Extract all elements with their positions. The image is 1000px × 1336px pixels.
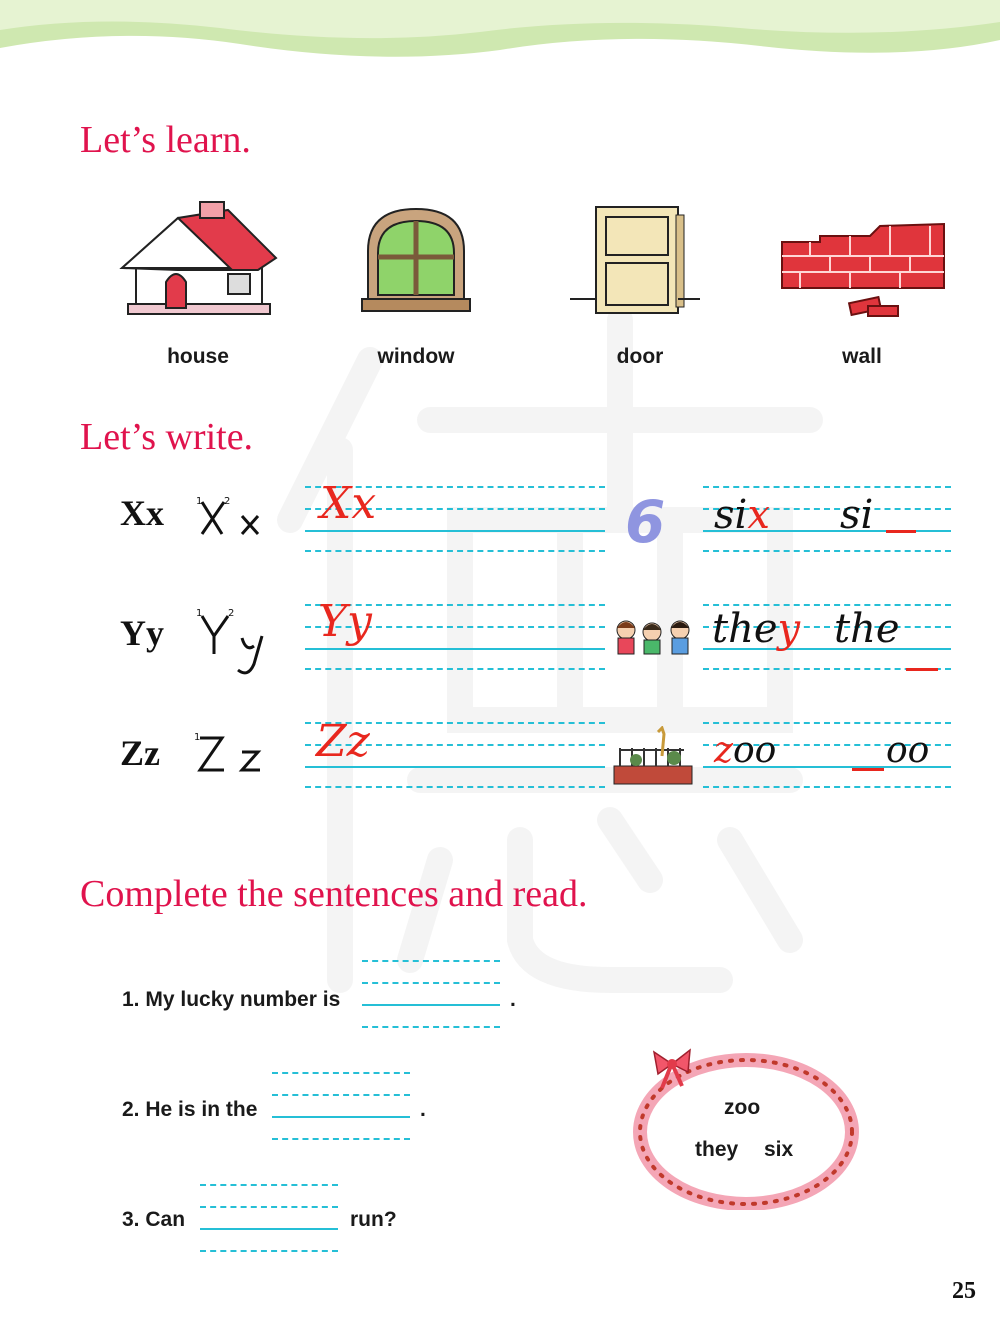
sentence-1-end: . (510, 988, 516, 1011)
window-icon (360, 205, 472, 315)
svg-text:2: 2 (224, 496, 231, 507)
word-house: house (167, 345, 229, 368)
answer-lines-2[interactable] (272, 1072, 410, 1140)
stroke-order-x-icon (192, 494, 284, 540)
answer-lines-1[interactable] (362, 960, 500, 1028)
top-banner (0, 0, 1000, 62)
practice-word-oo: oo (886, 730, 930, 771)
blank-y[interactable] (906, 668, 938, 671)
model-letters-xx: Xx (320, 478, 377, 529)
model-letters-zz: Zz (316, 716, 370, 767)
door-icon (570, 205, 700, 317)
svg-text:1: 1 (196, 496, 203, 507)
sentence-1: 1. My lucky number is (122, 988, 341, 1011)
sentence-3: 3. Can (122, 1208, 186, 1231)
model-word-zoo: zoo (714, 730, 777, 771)
complete-sentences-heading: Complete the sentences and read. (80, 873, 588, 915)
model-word-they: they (712, 606, 801, 652)
sentence-2: 2. He is in the (122, 1098, 258, 1121)
page-number: 25 (952, 1278, 976, 1304)
word-door: door (616, 345, 664, 368)
house-icon (118, 200, 280, 316)
word-box-frame (632, 1040, 860, 1210)
model-word-six: six (714, 492, 770, 538)
wall-icon (780, 222, 946, 318)
svg-text:1: 1 (194, 732, 201, 743)
number-six-icon: 6 (625, 488, 666, 556)
practice-word-si: si (840, 492, 874, 538)
word-box-they: they (695, 1138, 739, 1161)
word-wall: wall (842, 345, 882, 368)
sentence-2-end: . (420, 1098, 426, 1121)
word-window: window (377, 345, 455, 368)
letter-pair-yy: Yy (120, 613, 164, 653)
word-box-six: six (764, 1138, 794, 1161)
letter-pair-xx: Xx (120, 493, 164, 533)
answer-lines-3[interactable] (200, 1184, 338, 1252)
zoo-icon (612, 726, 694, 786)
svg-text:2: 2 (228, 608, 235, 619)
stroke-order-y-icon (192, 606, 284, 678)
word-box (632, 1040, 860, 1210)
letter-pair-zz: Zz (120, 733, 160, 773)
svg-text:1: 1 (196, 608, 203, 619)
word-box-zoo: zoo (724, 1096, 761, 1119)
model-letters-yy: Yy (318, 596, 372, 647)
blank-z[interactable] (852, 768, 884, 771)
children-icon (612, 616, 694, 656)
blank-x[interactable] (886, 530, 916, 533)
sentence-3-end: run? (350, 1208, 397, 1231)
lets-write-heading: Let’s write. (80, 416, 254, 458)
lets-learn-heading: Let’s learn. (80, 119, 251, 161)
stroke-order-z-icon (192, 730, 284, 776)
practice-word-the: the (834, 606, 900, 652)
